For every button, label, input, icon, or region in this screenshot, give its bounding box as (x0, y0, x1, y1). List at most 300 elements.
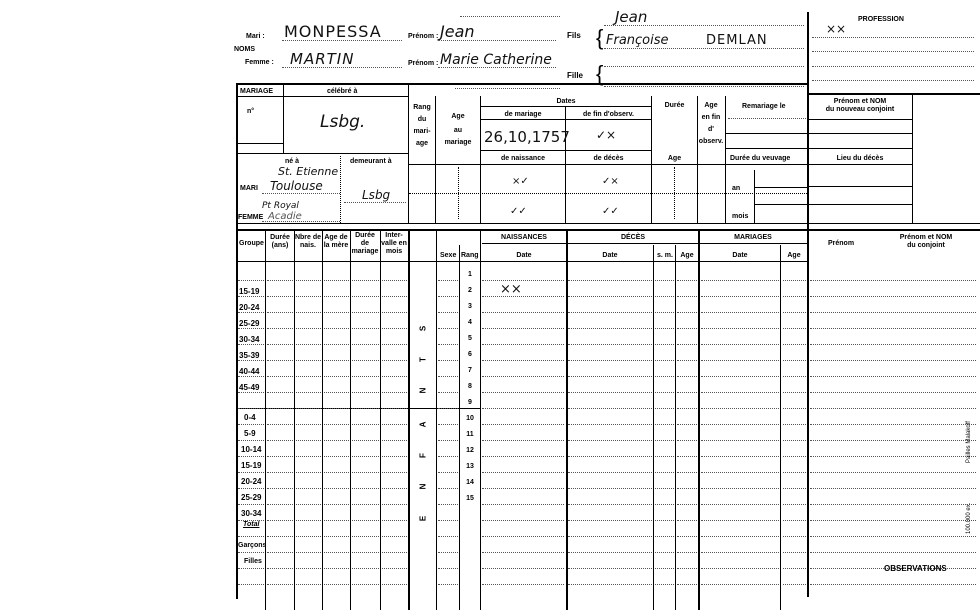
row-dotted-line (568, 472, 652, 473)
row-dotted-line (267, 296, 293, 297)
deces-date-header: Date (602, 252, 618, 259)
row-dotted-line (296, 536, 321, 537)
fils-label: Fils (567, 31, 581, 40)
row-dotted-line (701, 280, 779, 281)
row-dotted-line (783, 504, 806, 505)
row-dotted-line (267, 392, 293, 393)
row-dotted-line (568, 504, 652, 505)
rang-number: 1 (468, 271, 472, 278)
row-dotted-line (655, 488, 674, 489)
row-dotted-line (783, 456, 806, 457)
femme-deces-mark: ✓✓ (602, 206, 619, 217)
nbre-header: Nbre de nais. (294, 234, 322, 249)
row-dotted-line (677, 376, 697, 377)
group-label: 35-39 (239, 351, 260, 360)
row-dotted-line (352, 456, 379, 457)
row-dotted-line (352, 520, 379, 521)
col-rule-decesdate (653, 245, 654, 610)
row-dotted-line (267, 360, 293, 361)
row-dotted-line (352, 296, 379, 297)
row-dotted-line (238, 552, 264, 553)
fils-mother-first: Françoise (606, 33, 669, 48)
row-dotted-line (296, 328, 321, 329)
col-rule-decesage (698, 230, 700, 610)
row-dotted-line (655, 552, 674, 553)
naiss-date-header: Date (516, 252, 532, 259)
row-dotted-line (701, 552, 779, 553)
mari-naiss-mark: ×✓ (512, 176, 529, 187)
row-dotted-line (352, 584, 379, 585)
row-dotted-line (296, 440, 321, 441)
row-dotted-line (438, 424, 458, 425)
row-dotted-line (438, 376, 458, 377)
row-dotted-line (677, 408, 697, 409)
row-dotted-line (783, 440, 806, 441)
row-dotted-line (382, 584, 407, 585)
rang-number: 4 (468, 319, 472, 326)
row-dotted-line (701, 424, 779, 425)
row-dotted-line (238, 488, 264, 489)
row-dotted-line (267, 584, 293, 585)
row-dotted-line (382, 312, 407, 313)
row-dotted-line (352, 488, 379, 489)
row-dotted-line (810, 312, 976, 313)
row-dotted-line (810, 424, 976, 425)
row-dotted-line (783, 424, 806, 425)
group-label: 25-29 (239, 319, 260, 328)
row-dotted-line (810, 440, 976, 441)
row-dotted-line (810, 360, 976, 361)
row-dotted-line (352, 472, 379, 473)
prenom-label-mari: Prénom : (408, 33, 439, 40)
row-dotted-line (568, 392, 652, 393)
femme-naiss-mark: ✓✓ (510, 206, 527, 217)
filles-label: Filles (244, 558, 262, 565)
row-dotted-line (701, 584, 779, 585)
rang-number: 11 (466, 431, 474, 438)
mari-prenom-value: Jean (440, 22, 475, 41)
col-rule-naiss (566, 230, 568, 610)
date-fin-value: ✓× (596, 128, 617, 142)
row-dotted-line (296, 344, 321, 345)
row-dotted-line (568, 296, 652, 297)
no-underline (237, 143, 283, 144)
mari-prenom-line (438, 40, 556, 41)
row-dotted-line (783, 328, 806, 329)
row-dotted-line (701, 344, 779, 345)
remariage-rule-1 (725, 133, 807, 134)
row-dotted-line (701, 376, 779, 377)
row-dotted-line (482, 504, 564, 505)
rang-header: Rang (461, 252, 479, 259)
mid-dotted-line (455, 88, 560, 89)
rang-number: 2 (468, 287, 472, 294)
mariage-lower-rule (237, 153, 408, 154)
row-dotted-line (352, 312, 379, 313)
row-dotted-line (352, 536, 379, 537)
date-subheader-rule (481, 119, 651, 120)
fils-brace: { (596, 25, 604, 50)
duree-header: Durée (ans) (270, 234, 290, 249)
mari-deces-mark: ✓× (602, 176, 619, 187)
col-rule-nbre (322, 230, 323, 610)
row-dotted-line (482, 296, 564, 297)
row-dotted-line (382, 488, 407, 489)
row-dotted-line (324, 520, 349, 521)
row-dotted-line (238, 312, 264, 313)
group-label: 15-19 (241, 461, 262, 470)
row-dotted-line (783, 360, 806, 361)
row-dotted-line (238, 504, 264, 505)
row-dotted-line (677, 392, 697, 393)
enfants-letter: S (418, 325, 428, 332)
nouveau-conjoint-label: Prénom et NOM du nouveau conjoint (825, 98, 895, 113)
rang-number: 5 (468, 335, 472, 342)
enfants-letter: A (418, 421, 428, 428)
row-dotted-line (701, 536, 779, 537)
col-rule-mardate (780, 245, 781, 610)
row-dotted-line (382, 408, 407, 409)
row-dotted-line (238, 280, 264, 281)
row-dotted-line (568, 536, 652, 537)
row-dotted-line (296, 424, 321, 425)
rang-number: 14 (466, 479, 474, 486)
row-dotted-line (296, 520, 321, 521)
naissances-header: NAISSANCES (501, 234, 547, 241)
mari-demeurant-line (344, 202, 406, 203)
row-dotted-line (352, 376, 379, 377)
row-dotted-line (783, 568, 806, 569)
fils-mother-last: DEMLAN (706, 33, 768, 48)
row-dotted-line (655, 280, 674, 281)
lieu-rule-1 (808, 164, 912, 165)
row-dotted-line (324, 424, 349, 425)
mari-row-label: MARI (240, 185, 258, 192)
row-dotted-line (382, 424, 407, 425)
group-label: 30-34 (239, 335, 260, 344)
group-label: 10-14 (241, 445, 262, 454)
left-vertical-rule (236, 83, 238, 599)
row-dotted-line (352, 392, 379, 393)
row-dotted-line (267, 312, 293, 313)
row-dotted-line (438, 328, 458, 329)
row-dotted-line (701, 488, 779, 489)
row-dotted-line (810, 392, 976, 393)
group-label: 30-34 (241, 509, 262, 518)
row-dotted-line (568, 280, 652, 281)
row-dotted-line (655, 472, 674, 473)
numero-label: n° (247, 108, 255, 115)
row-dotted-line (238, 456, 264, 457)
row-dotted-line (677, 568, 697, 569)
rang-number: 13 (466, 463, 474, 470)
row-dotted-line (783, 584, 806, 585)
row-dotted-line (655, 584, 674, 585)
conjoint-rule-3 (808, 148, 912, 149)
rang-number: 12 (466, 447, 474, 454)
profession-line-3 (812, 66, 974, 67)
row-dotted-line (568, 312, 652, 313)
row-dotted-line (324, 312, 349, 313)
lieu-rule-3 (808, 204, 912, 205)
row-dotted-line (352, 408, 379, 409)
row-dotted-line (677, 552, 697, 553)
row-dotted-line (438, 504, 458, 505)
mari-name-line (282, 40, 402, 41)
rang-number: 8 (468, 383, 472, 390)
row-dotted-line (568, 344, 652, 345)
row-dotted-line (482, 456, 564, 457)
row-dotted-line (438, 536, 458, 537)
row-dotted-line (238, 584, 264, 585)
col-rule-intervalle (408, 230, 410, 610)
row-dotted-line (701, 520, 779, 521)
row-dotted-line (267, 552, 293, 553)
row-dotted-line (482, 552, 564, 553)
row-dotted-line (783, 520, 806, 521)
row-dotted-line (655, 360, 674, 361)
row-dotted-line (296, 296, 321, 297)
date-mariage-value: 26,10,1757 (484, 128, 570, 146)
row-dotted-line (482, 360, 564, 361)
row-dotted-line (677, 472, 697, 473)
row-dotted-line (568, 552, 652, 553)
row-dotted-line (655, 392, 674, 393)
row-dotted-line (438, 456, 458, 457)
sexe-header: Sexe (440, 252, 457, 259)
row-dotted-line (267, 568, 293, 569)
row-dotted-line (810, 376, 976, 377)
row-dotted-line (352, 280, 379, 281)
row-dotted-line (783, 344, 806, 345)
row-dotted-line (324, 408, 349, 409)
row-dotted-line (382, 536, 407, 537)
mari-demeurant: Lsbg (362, 188, 391, 202)
row-dotted-line (324, 392, 349, 393)
dates-label: Dates (556, 98, 576, 105)
deces-age-header: Age (680, 252, 694, 259)
remariage-line (728, 118, 806, 119)
row-dotted-line (677, 440, 697, 441)
row-dotted-line (324, 488, 349, 489)
row-dotted-line (783, 408, 806, 409)
age-label: Age (667, 155, 682, 162)
print-run-stamp: 100.000 ex. (966, 502, 972, 534)
ne-a-label: né à (285, 158, 300, 165)
row-dotted-line (482, 392, 564, 393)
row-dotted-line (655, 328, 674, 329)
row-dotted-line (324, 328, 349, 329)
row-dotted-line (482, 472, 564, 473)
row-dotted-line (238, 472, 264, 473)
row-dotted-line (677, 504, 697, 505)
col-rule-agemere (350, 230, 351, 610)
row-dotted-line (783, 392, 806, 393)
rang-number: 7 (468, 367, 472, 374)
row-dotted-line (352, 504, 379, 505)
duree-veuvage-label: Durée du veuvage (730, 155, 791, 162)
col-rule-duree (294, 230, 295, 610)
row-dotted-line (352, 568, 379, 569)
mariage-top-rule (236, 83, 808, 85)
prenom-label-femme: Prénom : (408, 60, 439, 67)
row-dotted-line (238, 344, 264, 345)
row-dotted-line (438, 440, 458, 441)
row-dotted-line (296, 360, 321, 361)
lieu-deces-label: Lieu du décès (836, 155, 884, 162)
row-dotted-line (324, 472, 349, 473)
femme-ne-line (262, 221, 340, 222)
col-rule-dureemar (380, 230, 381, 610)
group-label: 20-24 (241, 477, 262, 486)
row-dotted-line (783, 472, 806, 473)
row-dotted-line (324, 376, 349, 377)
garcons-label: Garçons (238, 542, 267, 549)
group-label: 15-19 (239, 287, 260, 296)
row-dotted-line (438, 296, 458, 297)
row-dotted-line (568, 360, 652, 361)
row-dotted-line (783, 280, 806, 281)
row-dotted-line (296, 568, 321, 569)
rang-number: 15 (466, 495, 474, 502)
remariage-label: Remariage le (742, 103, 786, 110)
group-label: 40-44 (239, 367, 260, 376)
row-dotted-line (352, 328, 379, 329)
row-dotted-line (677, 488, 697, 489)
mois-label: mois (732, 213, 749, 220)
row-dotted-line (238, 440, 264, 441)
row-dotted-line (238, 376, 264, 377)
row-dotted-line (701, 456, 779, 457)
naissance-label: de naissance (501, 155, 545, 162)
row-dotted-line (810, 472, 976, 473)
enfants-letter: N (418, 387, 428, 394)
total-label: Total (243, 521, 260, 528)
row-dotted-line (352, 344, 379, 345)
groupe-header: Groupe (239, 240, 264, 247)
profession-label: PROFESSION (858, 16, 904, 23)
fille-label: Fille (567, 71, 584, 80)
row-dotted-line (482, 568, 564, 569)
row-dotted-line (324, 456, 349, 457)
row-dotted-line (438, 584, 458, 585)
row-dotted-line (655, 504, 674, 505)
fils-father-value: Jean (615, 8, 648, 26)
row-dotted-line (677, 536, 697, 537)
row-dotted-line (296, 280, 321, 281)
remariage-left-rule (725, 96, 726, 223)
demeurant-label: demeurant à (350, 158, 392, 165)
row-dotted-line (568, 520, 652, 521)
row-dotted-line (238, 520, 264, 521)
row-dotted-line (382, 344, 407, 345)
row-dotted-line (438, 520, 458, 521)
deces-label: de décès (593, 155, 624, 162)
intervalle-header: Inter- valle en mois (381, 232, 407, 255)
row-dotted-line (438, 392, 458, 393)
enfants-letter: E (418, 515, 428, 522)
row-dotted-line (382, 520, 407, 521)
mariage-place: Lsbg. (320, 112, 366, 132)
conjoint-rule-2 (808, 133, 912, 134)
prenom-header: Prénom (828, 240, 855, 247)
row-dotted-line (267, 488, 293, 489)
row-dotted-line (324, 504, 349, 505)
row-dotted-line (324, 296, 349, 297)
row-dotted-line (352, 552, 379, 553)
rang-number: 6 (468, 351, 472, 358)
row-dotted-line (324, 344, 349, 345)
group-label: 0-4 (244, 413, 256, 422)
row-dotted-line (482, 488, 564, 489)
row-dotted-line (296, 376, 321, 377)
fille-line-2 (604, 86, 804, 87)
conjoint-rule-1 (808, 119, 912, 120)
mariages-header: MARIAGES (734, 234, 772, 241)
dates-row-rule (481, 150, 651, 151)
col-rule-rang (480, 230, 481, 610)
row-dotted-line (296, 504, 321, 505)
group-label: 25-29 (241, 493, 262, 502)
row-dotted-line (296, 552, 321, 553)
right-top-rule (808, 93, 980, 95)
row-dotted-line (482, 344, 564, 345)
row-dotted-line (655, 408, 674, 409)
noms-label: NOMS (234, 46, 255, 53)
row-dotted-line (655, 312, 674, 313)
mari-ne-2: Toulouse (270, 179, 323, 193)
row-dotted-line (267, 328, 293, 329)
an-label: an (732, 185, 741, 192)
row-dotted-line (267, 408, 293, 409)
row-dotted-line (810, 520, 976, 521)
row-dotted-line (810, 536, 976, 537)
profession-value: ×× (826, 22, 847, 36)
row-dotted-line (482, 440, 564, 441)
rang-mariage-label: Rang du mari- age (413, 104, 431, 147)
mariage-title: MARIAGE (240, 88, 274, 95)
row-dotted-line (568, 488, 652, 489)
row-dotted-line (438, 488, 458, 489)
mari-name-value: MONPESSA (284, 22, 382, 41)
group-label: 5-9 (244, 429, 256, 438)
row-dotted-line (267, 520, 293, 521)
row-dotted-line (352, 360, 379, 361)
mariages-header-rule (700, 243, 807, 244)
row-dotted-line (382, 504, 407, 505)
row-dotted-line (677, 456, 697, 457)
row-dotted-line (296, 472, 321, 473)
row-dotted-line (238, 424, 264, 425)
row-dotted-line (783, 488, 806, 489)
row-dotted-line (352, 440, 379, 441)
group-label: 20-24 (239, 303, 260, 312)
row-dotted-line (810, 504, 976, 505)
femme-label: Femme : (245, 59, 274, 66)
ne-demeurant-divider (340, 156, 341, 223)
row-dotted-line (677, 312, 697, 313)
row-dotted-line (324, 568, 349, 569)
row-dotted-line (267, 456, 293, 457)
remariage-rule-2 (725, 148, 807, 149)
row-dotted-line (701, 312, 779, 313)
printer-stamp: Pailles Malakoff (966, 421, 972, 463)
row-dotted-line (324, 536, 349, 537)
row-dotted-line (482, 536, 564, 537)
veuvage-rule-1 (754, 187, 807, 188)
mari-row-dotted-rule (409, 193, 807, 194)
row-dotted-line (810, 328, 976, 329)
